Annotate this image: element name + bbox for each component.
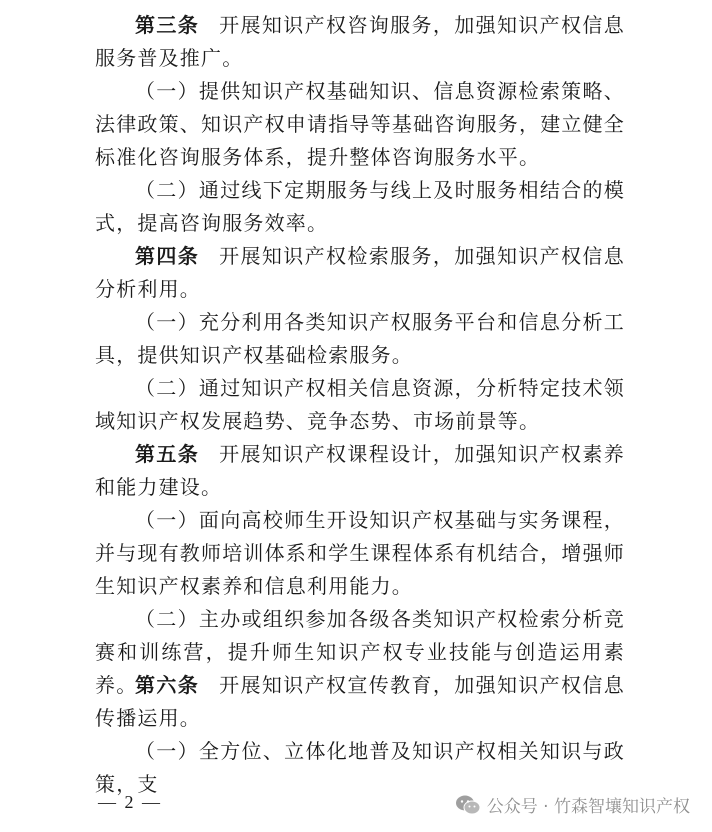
paragraph-text: （一）提供知识产权基础知识、信息资源检索策略、法律政策、知识产权申请指导等基础咨询服务，建立健全标准化咨询服务体系，提升整体咨询服务水平。 xyxy=(95,79,625,169)
paragraph-text: （二）主办或组织参加各级各类知识产权检索分析竞赛和训练营，提升师生知识产权专业技能与创造运用素养。 xyxy=(95,607,625,697)
paragraph-text: 开展知识产权咨询服务，加强知识产权信息服务普及推广。 xyxy=(95,13,625,70)
article-5-item-1 xyxy=(95,504,625,603)
article-6 xyxy=(95,669,625,735)
paragraph-text: （二）通过知识产权相关信息资源，分析特定技术领域知识产权发展趋势、竞争态势、市场前景等。 xyxy=(95,376,625,433)
article-4-item-1 xyxy=(95,306,625,372)
paragraph-text: （一）全方位、立体化地普及知识产权相关知识与政策，支 xyxy=(95,739,625,796)
article-label: 第三条 xyxy=(135,13,200,37)
article-3-item-2 xyxy=(95,174,625,240)
page-number: — 2 — xyxy=(98,792,162,812)
article-label: 第五条 xyxy=(135,442,200,466)
article-3-item-1 xyxy=(95,75,625,174)
article-4-item-2 xyxy=(95,372,625,438)
paragraph-text: 开展知识产权课程设计，加强知识产权素养和能力建设。 xyxy=(95,442,625,499)
wechat-icon xyxy=(455,794,481,816)
article-label: 第四条 xyxy=(135,244,200,268)
watermark-text: 公众号 · 竹森智壤知识产权 xyxy=(486,797,690,817)
paragraph-text: （二）通过线下定期服务与线上及时服务相结合的模式，提高咨询服务效率。 xyxy=(95,178,625,235)
paragraph-text: （一）充分利用各类知识产权服务平台和信息分析工具，提供知识产权基础检索服务。 xyxy=(95,310,625,367)
article-5 xyxy=(95,438,625,504)
article-4 xyxy=(95,240,625,306)
paragraph-text: （一）面向高校师生开设知识产权基础与实务课程，并与现有教师培训体系和学生课程体系有机结合，增强师生知识产权素养和信息利用能力。 xyxy=(95,508,625,598)
paragraph-text: 开展知识产权宣传教育，加强知识产权信息传播运用。 xyxy=(95,673,625,730)
article-label: 第六条 xyxy=(135,673,200,697)
article-3 xyxy=(95,9,625,75)
watermark xyxy=(455,792,690,817)
paragraph-text: 开展知识产权检索服务，加强知识产权信息分析利用。 xyxy=(95,244,625,301)
